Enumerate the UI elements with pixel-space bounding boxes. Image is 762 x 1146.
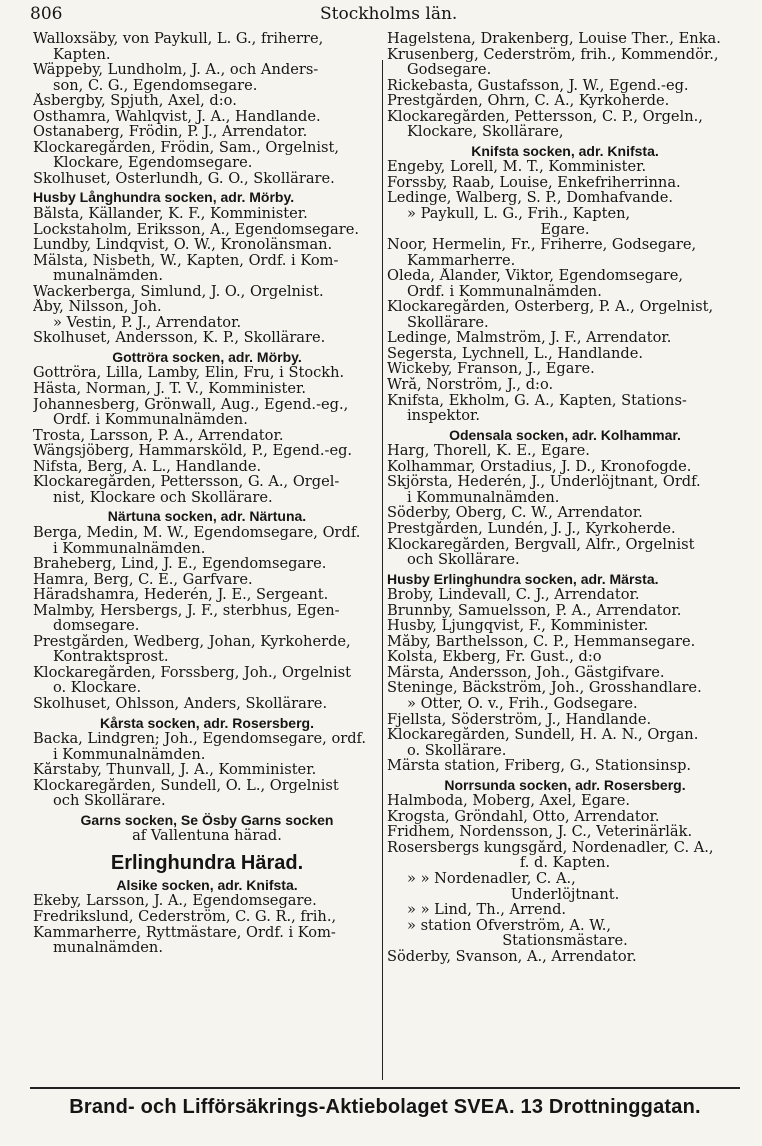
left-column <box>33 31 381 956</box>
entry-line: Skollärare. <box>407 314 489 331</box>
footer-rule <box>30 1087 740 1089</box>
entry-line: Brunnby, Samuelsson, P. A., Arrendator. <box>387 602 682 619</box>
entry-line: Krusenberg, Cederström, frih., Kommendör., <box>387 46 719 63</box>
entry-line: Husby, Ljungqvist, F., Komminister. <box>387 618 649 634</box>
entry-line: Hamra, Berg, C. E., Garfvare. <box>33 571 253 588</box>
entry-line: o. Skollärare. <box>407 742 507 759</box>
entry-line: Ledinge, Walberg, S. P., Domhafvande. <box>387 190 673 207</box>
entry-line: Oleda, Ålander, Viktor, Egendomsegare, <box>387 268 684 284</box>
entry-line: Kolsta, Ekberg, Fr. Gust., d:o <box>387 649 602 665</box>
entry-line: » Paykull, L. G., Frih., Kapten, <box>407 206 631 222</box>
entry-line: Fjellsta, Söderström, J., Handlande. <box>387 711 652 728</box>
entry-line: Halmboda, Moberg, Axel, Egare. <box>387 793 630 809</box>
entry-line: Wackerberga, Simlund, J. O., Orgelnist. <box>33 283 324 300</box>
entry-line: Måby, Barthelsson, C. P., Hemmansegare. <box>387 633 696 650</box>
entry-line: Kammarherre, Ryttmästare, Ordf. i Kom- <box>33 924 336 941</box>
entry-line: Klockaregården, Forssberg, Joh., Orgelnist <box>33 664 351 681</box>
footer-advertisement: Brand- och Lifförsäkrings-Aktiebolaget SVEA. 13 Drottninggatan. <box>69 1096 701 1118</box>
entry-line: i Kommunalnämden. <box>407 489 560 506</box>
entry-line: » station Öfverström, A. W., <box>407 917 611 934</box>
entry-line: Ordf. i Kommunalnämden. <box>407 283 602 300</box>
section-heading: Alsike socken, adr. Knifsta. <box>116 877 298 893</box>
entry-line: Malmby, Hersbergs, J. F., sterbhus, Egen- <box>33 602 340 619</box>
entry-line: Godsegare. <box>407 62 492 78</box>
entry-line: Broby, Lindevall, C. J., Arrendator. <box>387 587 640 603</box>
entry-line: af Vallentuna härad. <box>132 828 282 844</box>
section-heading: Odensala socken, adr. Kolhammar. <box>449 427 681 443</box>
entry-line: nist, Klockare och Skollärare. <box>53 489 273 506</box>
entry-line: Krogsta, Gröndahl, Otto, Arrendator. <box>387 808 660 825</box>
entry-line: Ordf. i Kommunalnämden. <box>53 412 248 428</box>
right-column <box>387 31 743 964</box>
entry-line: Skjörsta, Hederén, J., Underlöjtnant, Ordf. <box>387 474 701 490</box>
entry-line: domsegare. <box>53 618 140 634</box>
entry-line: Engeby, Lorell, M. T., Komminister. <box>387 159 647 175</box>
entry-line: Märsta, Andersson, Joh., Gästgifvare. <box>387 664 665 681</box>
entry-line: Fredrikslund, Cederström, C. G. R., frih., <box>33 908 337 925</box>
entry-line: Forssby, Raab, Louise, Enkefriherrinna. <box>387 174 681 191</box>
entry-line: Prestgården, Öhrn, C. A., Kyrkoherde. <box>387 93 670 109</box>
column-divider <box>382 60 383 1080</box>
entry-line: Hagelstena, Drakenberg, Louise Ther., Enka. <box>387 31 721 47</box>
section-heading: Knifsta socken, adr. Knifsta. <box>471 143 659 159</box>
entry-line: Steninge, Bäckström, Joh., Grosshandlare. <box>387 680 702 696</box>
entry-line: Klockaregården, Frödin, Sam., Orgelnist, <box>33 139 340 156</box>
entry-line: munalnämden. <box>53 268 163 284</box>
entry-line: och Skollärare. <box>407 552 520 568</box>
section-heading: Husby Långhundra socken, adr. Mörby. <box>33 190 295 206</box>
entry-line: Hästa, Norman, J. T. V., Komminister. <box>33 381 306 397</box>
entry-line: Häradshamra, Hederén, J. E., Sergeant. <box>33 587 329 603</box>
entry-line: Wängsjöberg, Hammarsköld, P., Egend.-eg. <box>33 443 353 459</box>
entry-line: Östanaberg, Frödin, P. J., Arrendator. <box>33 124 308 140</box>
entry-line: Söderby, Öberg, C. W., Arrendator. <box>387 505 643 521</box>
entry-line: Åsbergby, Spjuth, Axel, d:o. <box>33 93 237 109</box>
entry-line: Ekeby, Larsson, J. A., Egendomsegare. <box>33 893 317 909</box>
entry-line: Klockaregården, Pettersson, G. A., Orgel- <box>33 474 340 490</box>
entry-line: inspektor. <box>407 408 481 424</box>
entry-line: Johannesberg, Grönwall, Aug., Egend.-eg., <box>33 396 349 413</box>
section-heading: Garns socken, Se Ösby Garns socken <box>80 812 334 828</box>
entry-line: Lundby, Lindqvist, O. W., Kronolänsman. <box>33 237 333 253</box>
entry-line: Backa, Lindgren; Joh., Egendomsegare, ordf. <box>33 731 367 747</box>
entry-line: Skolhuset, Österlundh, G. O., Skollärare. <box>33 170 335 187</box>
entry-line: Harg, Thorell, K. E., Egare. <box>387 443 590 459</box>
entry-line: son, C. G., Egendomsegare. <box>53 77 258 94</box>
entry-line: Trosta, Larsson, P. A., Arrendator. <box>33 427 284 444</box>
entry-line: Klockare, Skollärare, <box>407 124 564 140</box>
entry-line: Rosersbergs kungsgård, Nordenadler, C. A., <box>387 839 714 856</box>
page-title: Stockholms län. <box>320 4 458 24</box>
entry-line: Braheberg, Lind, J. E., Egendomsegare. <box>33 556 327 572</box>
entry-line: Fridhem, Nordensson, J. C., Veterinärläk. <box>387 824 693 840</box>
entry-line: » Vestin, P. J., Arrendator. <box>53 314 242 331</box>
entry-line: Bålsta, Källander, K. F., Komminister. <box>33 206 308 222</box>
entry-line: Kårstaby, Thunvall, J. A., Komminister. <box>33 762 317 778</box>
entry-line: Prestgården, Lundén, J. J., Kyrkoherde. <box>387 520 676 537</box>
entry-line: Egare. <box>540 221 590 238</box>
entry-line: Wickeby, Franson, J., Egare. <box>387 361 595 378</box>
entry-line: Walloxsäby, von Paykull, L. G., friherre, <box>33 31 324 47</box>
entry-line: o. Klockare. <box>53 680 142 696</box>
entry-line: Kontraktsprost. <box>53 649 169 665</box>
entry-line: Lockstaholm, Eriksson, A., Egendomsegare. <box>33 221 359 238</box>
entry-line: Kolhammar, Orstadius, J. D., Kronofogde. <box>387 458 692 475</box>
entry-line: Kammarherre. <box>407 252 516 269</box>
entry-line: Gottröra, Lilla, Lamby, Elin, Fru, i Stockh. <box>33 365 345 382</box>
entry-line: Noor, Hermelin, Fr., Friherre, Godsegare, <box>387 237 697 253</box>
entry-line: Ledinge, Malmström, J. F., Arrendator. <box>387 330 672 346</box>
entry-line: Wäppeby, Lundholm, J. A., och Anders- <box>33 62 319 78</box>
entry-line: i Kommunalnämden. <box>53 746 206 763</box>
entry-line: Skolhuset, Ohlsson, Anders, Skollärare. <box>33 695 328 712</box>
entry-line: » » Lind, Th., Arrend. <box>407 902 567 918</box>
page-number: 806 <box>30 4 63 24</box>
section-heading: Närtuna socken, adr. Närtuna. <box>107 509 307 525</box>
section-heading: Norrsunda socken, adr. Rosersberg. <box>444 777 686 793</box>
entry-line: Nifsta, Berg, A. L., Handlande. <box>33 458 262 475</box>
entry-line: Skolhuset, Andersson, K. P., Skollärare. <box>33 330 326 346</box>
entry-line: Klockaregården, Sundell, H. A. N., Organ. <box>387 727 699 743</box>
entry-line: » Otter, O. v., Frih., Godsegare. <box>407 695 638 712</box>
entry-line: Segersta, Lychnell, L., Handlande. <box>387 345 643 362</box>
entry-line: Märsta station, Friberg, G., Stationsinsp. <box>387 758 692 774</box>
entry-line: Östhamra, Wahlqvist, J. A., Handlande. <box>33 108 321 125</box>
entry-line: Åby, Nilsson, Joh. <box>33 299 162 315</box>
entry-line: Klockaregården, Pettersson, C. P., Orgeln., <box>387 108 703 125</box>
entry-line: Klockaregården, Bergvall, Alfr., Orgelnist <box>387 536 695 553</box>
entry-line: Knifsta, Ekholm, G. A., Kapten, Stations- <box>387 392 687 409</box>
entry-line: Rickebasta, Gustafsson, J. W., Egend.-eg. <box>387 77 689 94</box>
section-heading: Gottröra socken, adr. Mörby. <box>112 349 302 365</box>
entry-line: f. d. Kapten. <box>519 855 611 871</box>
entry-line: Prestgården, Wedberg, Johan, Kyrkoherde, <box>33 633 351 650</box>
entry-line: Berga, Medin, M. W., Egendomsegare, Ordf. <box>33 524 361 541</box>
entry-line: » » Nordenadler, C. A., <box>407 870 576 887</box>
entry-line: i Kommunalnämden. <box>53 540 206 557</box>
entry-line: Mälsta, Nisbeth, W., Kapten, Ordf. i Kom- <box>33 252 339 269</box>
entry-line: munalnämden. <box>53 940 163 956</box>
entry-line: Kapten. <box>53 46 111 63</box>
entry-line: Klockare, Egendomsegare. <box>53 155 253 171</box>
section-heading: Kårsta socken, adr. Rosersberg. <box>100 715 314 731</box>
entry-line: Klockaregården, Österberg, P. A., Orgelnist, <box>387 299 714 315</box>
entry-line: Underlöjtnant. <box>510 886 620 903</box>
section-heading: Erlinghundra Härad. <box>110 851 304 874</box>
entry-line: Klockaregården, Sundell, O. L., Orgelnist <box>33 777 339 794</box>
entry-line: Wrå, Norström, J., d:o. <box>387 377 554 393</box>
entry-line: Söderby, Svanson, A., Arrendator. <box>387 948 637 965</box>
entry-line: Stationsmästare. <box>502 933 628 949</box>
entry-line: och Skollärare. <box>53 793 166 809</box>
section-heading: Husby Erlinghundra socken, adr. Märsta. <box>387 571 659 587</box>
